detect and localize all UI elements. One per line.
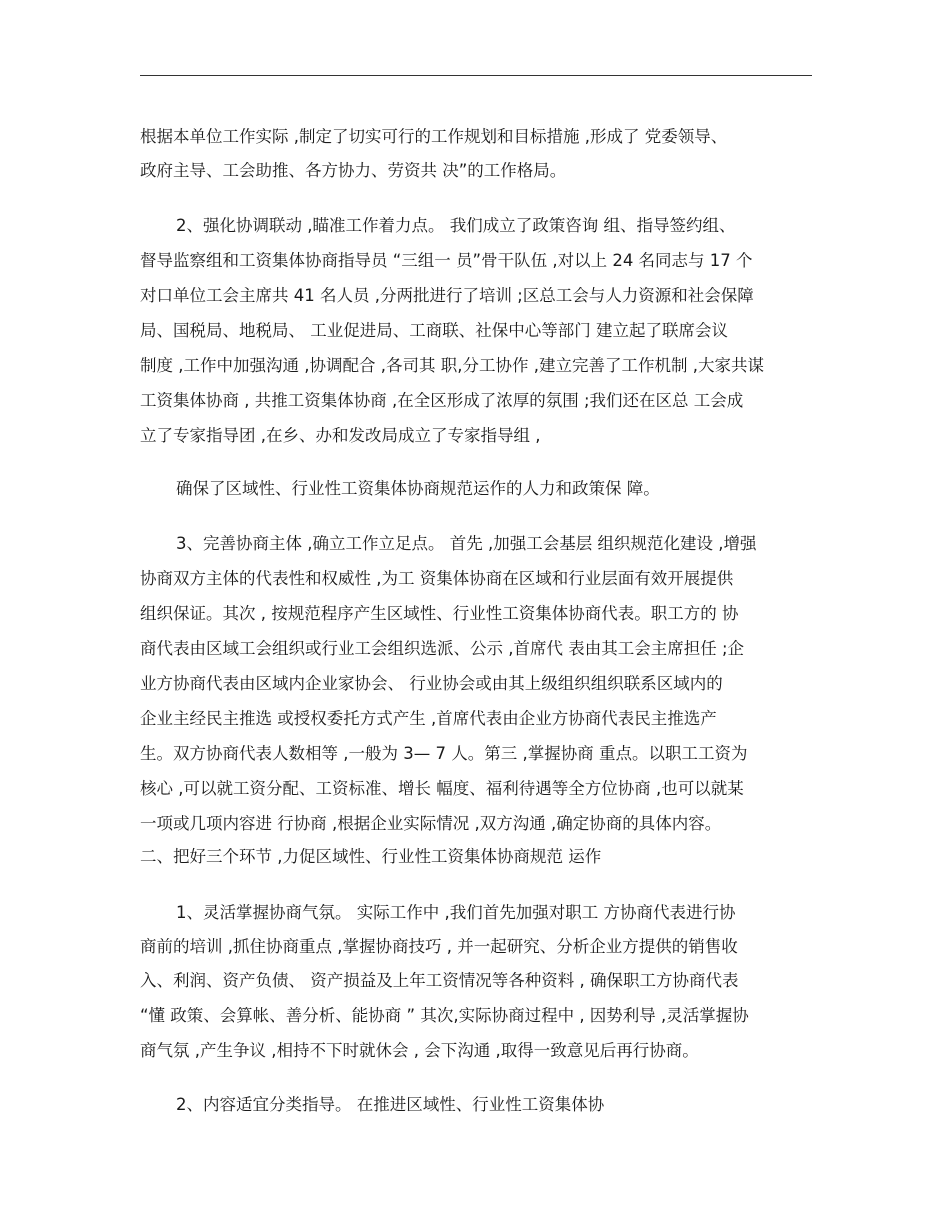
text-line: 政府主导、工会助推、各方协力、劳资共 决”的工作格局。	[140, 161, 567, 180]
text-line: 生。双方协商代表人数相等 ,一般为 3— 7 人。第三 ,掌握协商 重点。以职工工资为	[140, 744, 748, 763]
text-line: 2、内容适宜分类指导。 在推进区域性、行业性工资集体协	[176, 1095, 605, 1114]
text-line: 制度 ,工作中加强沟通 ,协调配合 ,各司其 职,分工协作 ,建立完善了工作机制 ,大家共谋	[140, 356, 764, 375]
text-line: 入、利润、资产负债、 资产损益及上年工资情况等各种资料 , 确保职工方协商代表	[140, 971, 739, 990]
text-line: 对口单位工会主席共 41 名人员 ,分两批进行了培训 ;区总工会与人力资源和社会保障	[140, 286, 754, 305]
text-line: 局、国税局、地税局、 工业促进局、工商联、社保中心等部门 建立起了联席会议	[140, 321, 728, 340]
text-line: 督导监察组和工资集体协商指导员 “三组一 员”骨干队伍 ,对以上 24 名同志与 17 个	[140, 251, 753, 270]
text-line: 2、强化协调联动 ,瞄准工作着力点。 我们成立了政策咨询 组、指导签约组、	[176, 216, 736, 235]
text-line: 商代表由区域工会组织或行业工会组织选派、公示 ,首席代 表由其工会主席担任 ;企	[140, 639, 745, 658]
text-line: 业方协商代表由区域内企业家协会、 行业协会或由其上级组织组织联系区域内的	[140, 674, 723, 693]
text-line: 3、完善协商主体 ,确立工作立足点。 首先 ,加强工会基层 组织规范化建设 ,增强	[176, 534, 757, 553]
text-line: 商前的培训 ,抓住协商重点 ,掌握协商技巧 , 并一起研究、分析企业方提供的销售收	[140, 937, 738, 956]
text-line: 根据本单位工作实际 ,制定了切实可行的工作规划和目标措施 ,形成了 党委领导、	[140, 127, 728, 146]
text-line: 一项或几项内容进 行协商 ,根据企业实际情况 ,双方沟通 ,确定协商的具体内容。	[140, 814, 722, 833]
text-line: 工资集体协商 , 共推工资集体协商 ,在全区形成了浓厚的氛围 ;我们还在区总 工会成	[140, 391, 744, 410]
section-heading: 二、把好三个环节 ,力促区域性、行业性工资集体协商规范 运作	[140, 847, 602, 866]
text-line: 商气氛 ,产生争议 ,相持不下时就休会 , 会下沟通 ,取得一致意见后再行协商。	[140, 1041, 699, 1060]
text-line: 组织保证。其次 , 按规范程序产生区域性、行业性工资集体协商代表。职工方的 协	[140, 604, 739, 623]
header-rule	[140, 75, 812, 76]
text-line: 立了专家指导团 ,在乡、办和发改局成立了专家指导组 ,	[140, 426, 541, 445]
text-line: 确保了区域性、行业性工资集体协商规范运作的人力和政策保 障。	[176, 479, 660, 498]
text-line: 协商双方主体的代表性和权威性 ,为工 资集体协商在区域和行业层面有效开展提供	[140, 569, 734, 588]
text-line: 核心 ,可以就工资分配、工资标准、增长 幅度、福利待遇等全方位协商 ,也可以就某	[140, 779, 744, 798]
text-line: 1、灵活掌握协商气氛。 实际工作中 ,我们首先加强对职工 方协商代表进行协	[176, 903, 736, 922]
text-line: “懂 政策、会算帐、善分析、能协商 ” 其次,实际协商过程中 , 因势利导 ,灵活掌握协	[140, 1006, 749, 1025]
text-line: 企业主经民主推选 或授权委托方式产生 ,首席代表由企业方协商代表民主推选产	[140, 709, 717, 728]
